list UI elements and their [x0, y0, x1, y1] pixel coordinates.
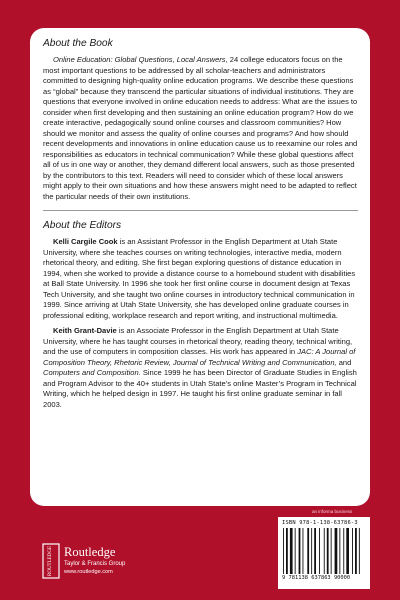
barcode-bar	[352, 528, 353, 574]
isbn-barcode	[278, 517, 370, 589]
journal-last: Computers and Composition.	[43, 368, 141, 377]
barcode-bars	[282, 528, 366, 574]
barcode-bar	[359, 528, 360, 574]
isbn-text: ISBN 978-1-138-63786-3	[282, 520, 358, 526]
barcode-bar	[355, 528, 357, 574]
barcode-bar	[283, 528, 284, 574]
barcode-bar	[319, 528, 320, 574]
publisher-url: www.routledge.com	[64, 569, 113, 575]
logo-vertical-text: ROUTLEDGE	[48, 546, 53, 576]
barcode-digits: 9 781138 637863	[282, 575, 331, 581]
editor-bio-text-a: is an Associate Professor in the English Department at Utah State University, where he has taught courses in rhetorical theory, reading theory, technical writing, and the use of computers in composition classes. His work has appeared in	[43, 326, 353, 356]
barcode-bar	[343, 528, 344, 574]
about-book-body: , 24 college educators focus on the most important questions to be addressed by all scholar-teachers and administrators committed to designing high-quality online education programs. We describe these questions as “global” because they transcend the particular situations of individual institutions. They are questions that everyone involved in online education needs to address: What are the issues to consider when first developing and then sustaining an online education program? How do we create interactive, pedagogically sound online courses and classroom communities? How should we monitor and assess the quality of online courses and programs? And how should recent developments and innovations in online education cause us to reexamine our roles and responsibilities as educators in technical communication? While these global questions affect all of us in one way or another, they demand different local answers, such as those presented by the contributors to this text. Readers will need to consider which of these local answers might apply to their own situations and how these answers might need to be adapted to reflect the particular needs of their own institutions.	[43, 55, 358, 201]
barcode-bar	[346, 528, 349, 574]
about-editors-heading: About the Editors	[43, 220, 122, 231]
barcode-bar	[314, 528, 316, 574]
barcode-bar	[335, 528, 338, 574]
barcode-bar	[331, 528, 332, 574]
informa-label: an informa business	[312, 509, 353, 514]
journal-and: and	[338, 357, 352, 367]
barcode-bar	[311, 528, 312, 574]
barcode-bar	[295, 528, 296, 574]
barcode-bar	[327, 528, 329, 574]
journal-list: JAC: A Journal of Composition Theory, Rhetoric Review, Journal of Technical Writing and Communication,	[43, 347, 356, 367]
publisher-name: Routledge	[64, 545, 116, 559]
price-code: 90000	[333, 575, 351, 581]
barcode-bar	[286, 528, 288, 574]
routledge-logo-icon	[42, 543, 60, 579]
barcode-bar	[324, 528, 325, 574]
book-title: Online Education: Global Questions, Local Answers	[53, 55, 226, 64]
publisher-group: Taylor & Francis Group	[64, 561, 126, 567]
barcode-bar	[339, 528, 340, 574]
barcode-bar	[307, 528, 309, 574]
section-divider	[43, 210, 358, 211]
about-book-paragraph	[43, 55, 358, 202]
editor-bio-grant-davie	[43, 326, 358, 410]
about-book-heading: About the Book	[43, 38, 113, 49]
editor-bio-text-cook: is an Assistant Professor in the English Department at Utah State University, where she teaches courses on writing technologies, interactive media, modern rhetorical theory, and editing. She first began exploring questions of distance education in 1994, when she worked to provide a distance course to a homebound student with disabilities at Ball State University. In 1996 she took her first online course in document design at Texas Tech University, and she taught two online courses in introductory technical communication in 1999. Since arriving at Utah State University, she has developed online graduate courses in professional editing, workplace research and report writing, and instructional multimedia.	[43, 237, 356, 320]
barcode-bar	[290, 528, 293, 574]
editor-bio-cook	[43, 237, 358, 321]
editor-name-grant-davie: Keith Grant-Davie	[53, 326, 117, 335]
barcode-bar	[299, 528, 301, 574]
editor-name-cook: Kelli Cargile Cook	[53, 237, 118, 246]
editor-bio-text-b: Since 1999 he has been Director of Graduate Studies in English and Program Advisor to the 40+ students in Utah State’s online Master’s Program in Technical Writing, which he helped design in 1997. He taught his first online graduate seminar in fall 2003.	[43, 368, 357, 409]
barcode-bar	[303, 528, 304, 574]
back-cover-text-panel	[30, 28, 370, 506]
